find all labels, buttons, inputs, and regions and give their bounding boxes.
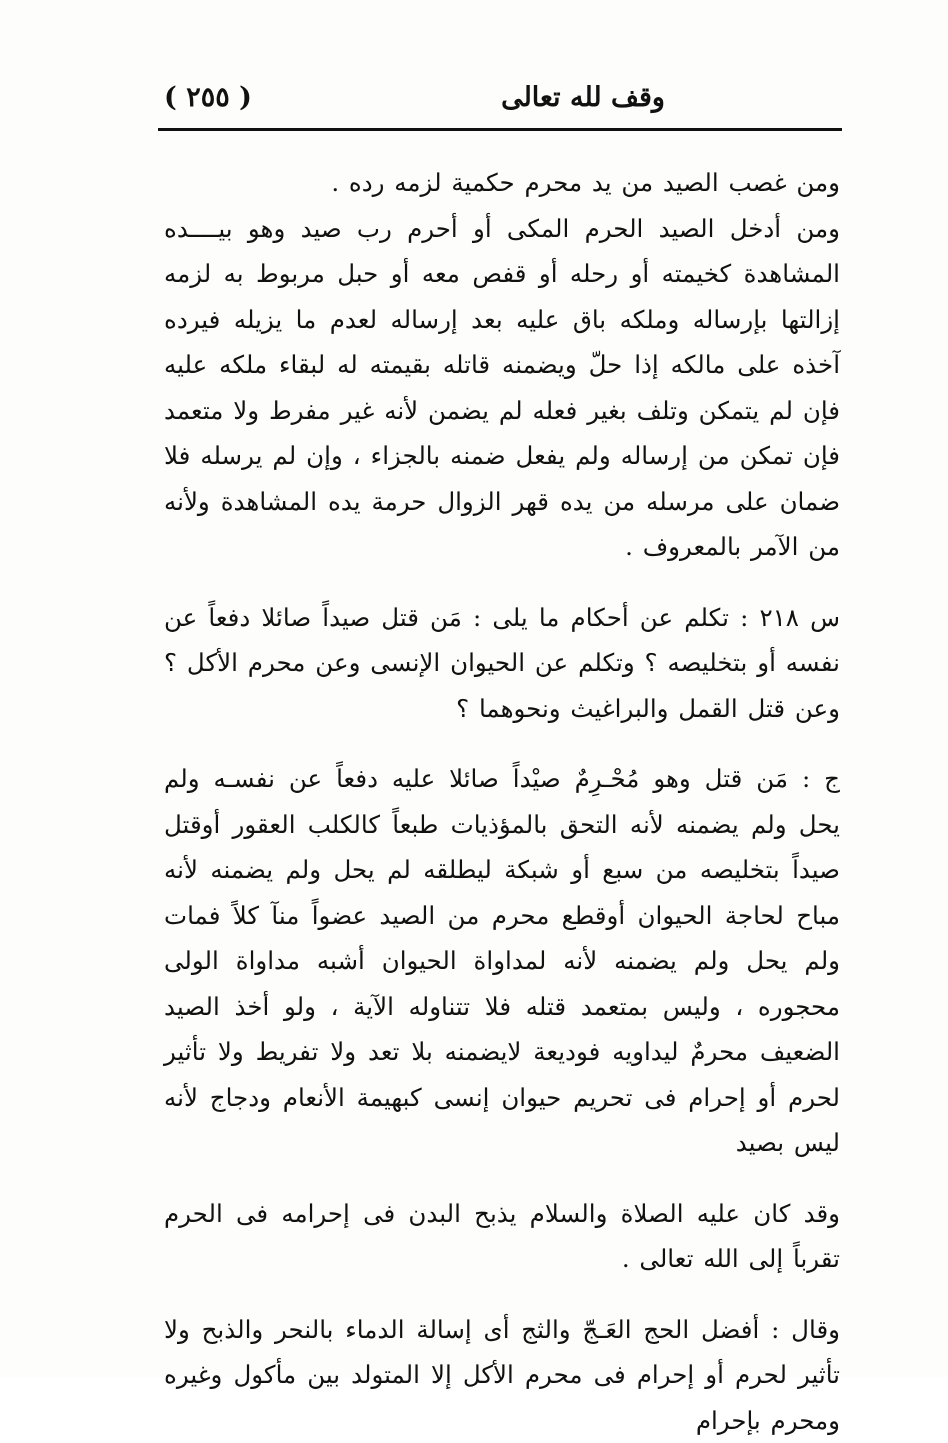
- answer-218: ج : مَن قتل وهو مُحْـرِمٌ صيْداً صائلا عليه دفعاً عن نفسـه ولم يحل ولم يضمنه لأنه التحق بالمؤذيات طبعاً كالكلب العقور أوقتل صيداً بتخليصه من سبع أو شبكة ليطلقه لم يحل ولم يضمنه لأنه مباح لحاجة الحيوان أوقطع محرم من الصيد عضواً منآ كلاً فمات ولم يحل ولم يضمنه لأنه لمداواة الحيوان أشبه مداواة الولى محجوره ، وليس بمتعمد قتله فلا تتناوله الآية ، ولو أخذ الصيد الضعيف محرمٌ ليداويه فوديعة لايضمنه بلا تعد ولا تفريط ولا تأثير لحرم أو إحرام فى تحريم حيوان إنسى كبهيمة الأنعام ودجاج لأنه ليس بصيد: [164, 756, 840, 1166]
- running-title: وقف لله تعالى: [438, 82, 728, 113]
- paragraph-best-hajj: وقال : أفضل الحج العَـجّ والثج أى إسالة الدماء بالنحر والذبح ولا تأثير لحرم أو إحرام فى محرم الأكل إلا المتولد بين مأكول وغيره ومحرم بإحرام: [164, 1307, 840, 1443]
- page-number: ( ٢٥٥ ): [164, 82, 252, 113]
- header-rule: [158, 128, 842, 131]
- paragraph-haram-entry: ومن أدخل الصيد الحرم المكى أو أحرم رب صيد وهو بيــــده المشاهدة كخيمته أو رحله أو قفص معه أو حبل مربوط به لزمه إزالتها بإرساله وملكه باق عليه بعد إرساله لعدم ما يزيله فيرده آخذه على مالكه إذا حلّ ويضمنه قاتله بقيمته له لبقاء ملكه عليه فإن لم يتمكن وتلف بغير فعله لم يضمن لأنه غير مفرط ولا متعمد فإن تمكن من إرساله ولم يفعل ضمنه بالجزاء ، وإن لم يرسله فلا ضمان على مرسله من يده قهر الزوال حرمة يده المشاهدة ولأنه من الآمر بالمعروف .: [164, 206, 840, 570]
- paragraph-prophet-sacrifice: وقد كان عليه الصلاة والسلام يذبح البدن فى إحرامه فى الحرم تقرباً إلى الله تعالى .: [164, 1191, 840, 1282]
- page-body: [164, 160, 840, 1443]
- paragraph-ghasb: ومن غصب الصيد من يد محرم حكمية لزمه رده .: [164, 160, 840, 206]
- page-header: [158, 78, 842, 126]
- question-218: س ٢١٨ : تكلم عن أحكام ما يلى : مَن قتل صيداً صائلا دفعاً عن نفسه أو بتخليصه ؟ وتكلم عن الحيوان الإنسى وعن محرم الأكل ؟ وعن قتل القمل والبراغيث ونحوهما ؟: [164, 595, 840, 732]
